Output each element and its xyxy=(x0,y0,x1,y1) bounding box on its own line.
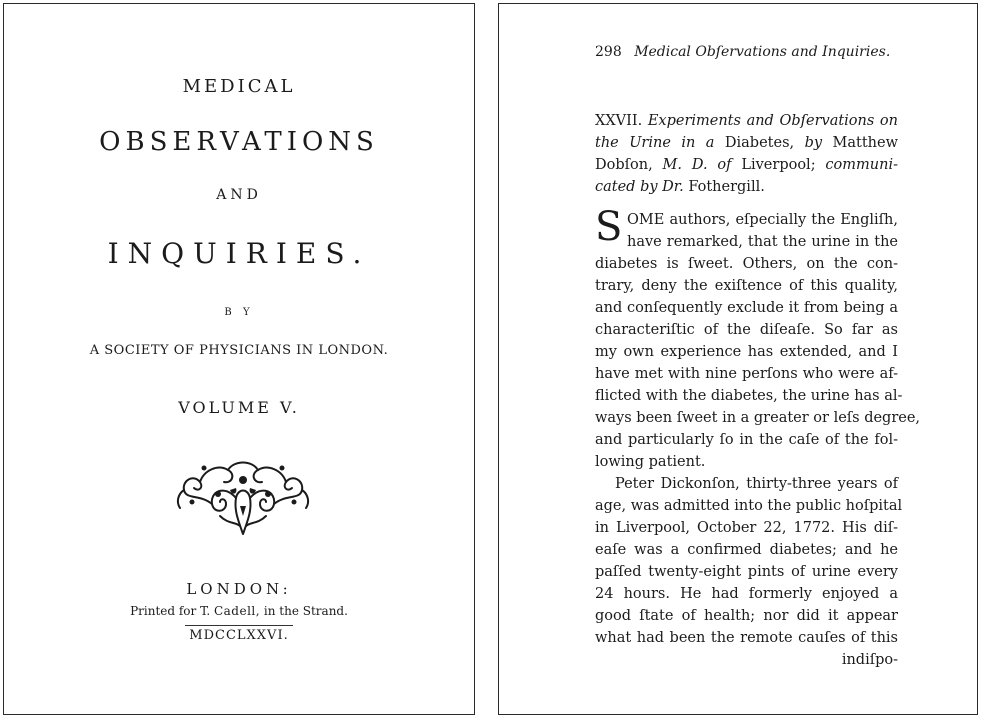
imprint-printed xyxy=(4,604,474,618)
title-society: A SOCIETY OF PHYSICIANS IN LONDON. xyxy=(89,343,389,358)
floral-ornament-icon xyxy=(174,454,312,538)
body-line: lowing patient. xyxy=(595,454,706,470)
body-line: characteriſtic of the diſeaſe. So far as xyxy=(595,322,898,338)
heading-roman-text: Liverpool; xyxy=(741,157,826,173)
body-line: what had been the remote cauſes of this xyxy=(595,630,898,646)
heading-roman-text: XXVII. xyxy=(595,113,648,129)
body-line: and particularly ſo in the caſe of the fol- xyxy=(595,432,898,448)
title-by: B Y xyxy=(224,307,254,318)
body-line: diabetes is ſweet. Others, on the con- xyxy=(595,256,898,272)
catchword: indiſpo- xyxy=(841,652,898,668)
title-inquiries: INQUIRIES. xyxy=(107,237,371,270)
article-body xyxy=(595,204,921,671)
running-title: Medical Obſervations and Inquiries. xyxy=(634,44,891,60)
body-line-text: OME authors, eſpecially the Engliſh, xyxy=(627,212,898,228)
heading-roman-text: Fothergill. xyxy=(688,179,765,195)
page-number: 298 xyxy=(595,44,622,60)
article-heading xyxy=(595,110,898,198)
imprint-printed-pre: Printed for T. xyxy=(130,604,211,618)
heading-roman-text: Diabetes, xyxy=(724,135,805,151)
imprint-printed-post: in the Strand. xyxy=(263,604,348,618)
article-heading-line xyxy=(595,132,898,154)
body-line: 24 hours. He had formerly enjoyed a xyxy=(595,586,898,602)
heading-italic-text: communi- xyxy=(825,157,898,173)
body-line: age, was admitted into the public hoſpital xyxy=(595,498,903,514)
body-line: eaſe was a confirmed diabetes; and he xyxy=(595,542,898,558)
body-line: have met with nine perſons who were af- xyxy=(595,366,898,382)
body-line: good ſtate of health; nor did it appear xyxy=(595,608,898,624)
body-line: paſſed twenty-eight pints of urine every xyxy=(595,564,898,580)
heading-italic-text: the Urine in a xyxy=(595,135,725,151)
article-heading-line xyxy=(595,110,898,132)
title-volume: VOLUME V. xyxy=(178,398,300,417)
body-line: have remarked, that the urine in the xyxy=(627,234,898,250)
drop-cap: S xyxy=(595,204,623,250)
body-line: Peter Dickonſon, thirty-three years of xyxy=(615,476,898,492)
body-line: ways been ſweet in a greater or leſs degree, xyxy=(595,410,921,426)
body-line: flicted with the diabetes, the urine has al- xyxy=(595,388,903,404)
article-heading-line xyxy=(595,176,898,198)
imprint-date-wrap xyxy=(4,624,474,643)
imprint-date: MDCCLXXVI. xyxy=(185,625,292,643)
imprint-london: LONDON: xyxy=(186,580,292,598)
title-and: AND xyxy=(216,187,262,203)
title-observations: OBSERVATIONS xyxy=(99,127,379,157)
body-line: my own experience has extended, and I xyxy=(595,344,898,360)
heading-roman-text: Matthew xyxy=(832,135,898,151)
body-line: and conſequently exclude it from being a xyxy=(595,300,898,316)
text-page xyxy=(498,3,978,715)
body-line: in Liverpool, October 22, 1772. His diſ- xyxy=(595,520,898,536)
heading-roman-text: Dobſon, xyxy=(595,157,663,173)
heading-italic-text: M. D. of xyxy=(662,157,742,173)
title-medical: MEDICAL xyxy=(182,76,296,97)
title-page xyxy=(3,3,475,715)
imprint-printer-name: Cadell, xyxy=(213,604,261,618)
heading-italic-text: Experiments and Obſervations on xyxy=(647,113,898,129)
running-head xyxy=(595,44,890,60)
body-line: trary, deny the exiſtence of this quality, xyxy=(595,278,898,294)
heading-italic-text: cated by Dr. xyxy=(595,179,689,195)
heading-italic-text: by xyxy=(804,135,833,151)
article-heading-line xyxy=(595,154,898,176)
